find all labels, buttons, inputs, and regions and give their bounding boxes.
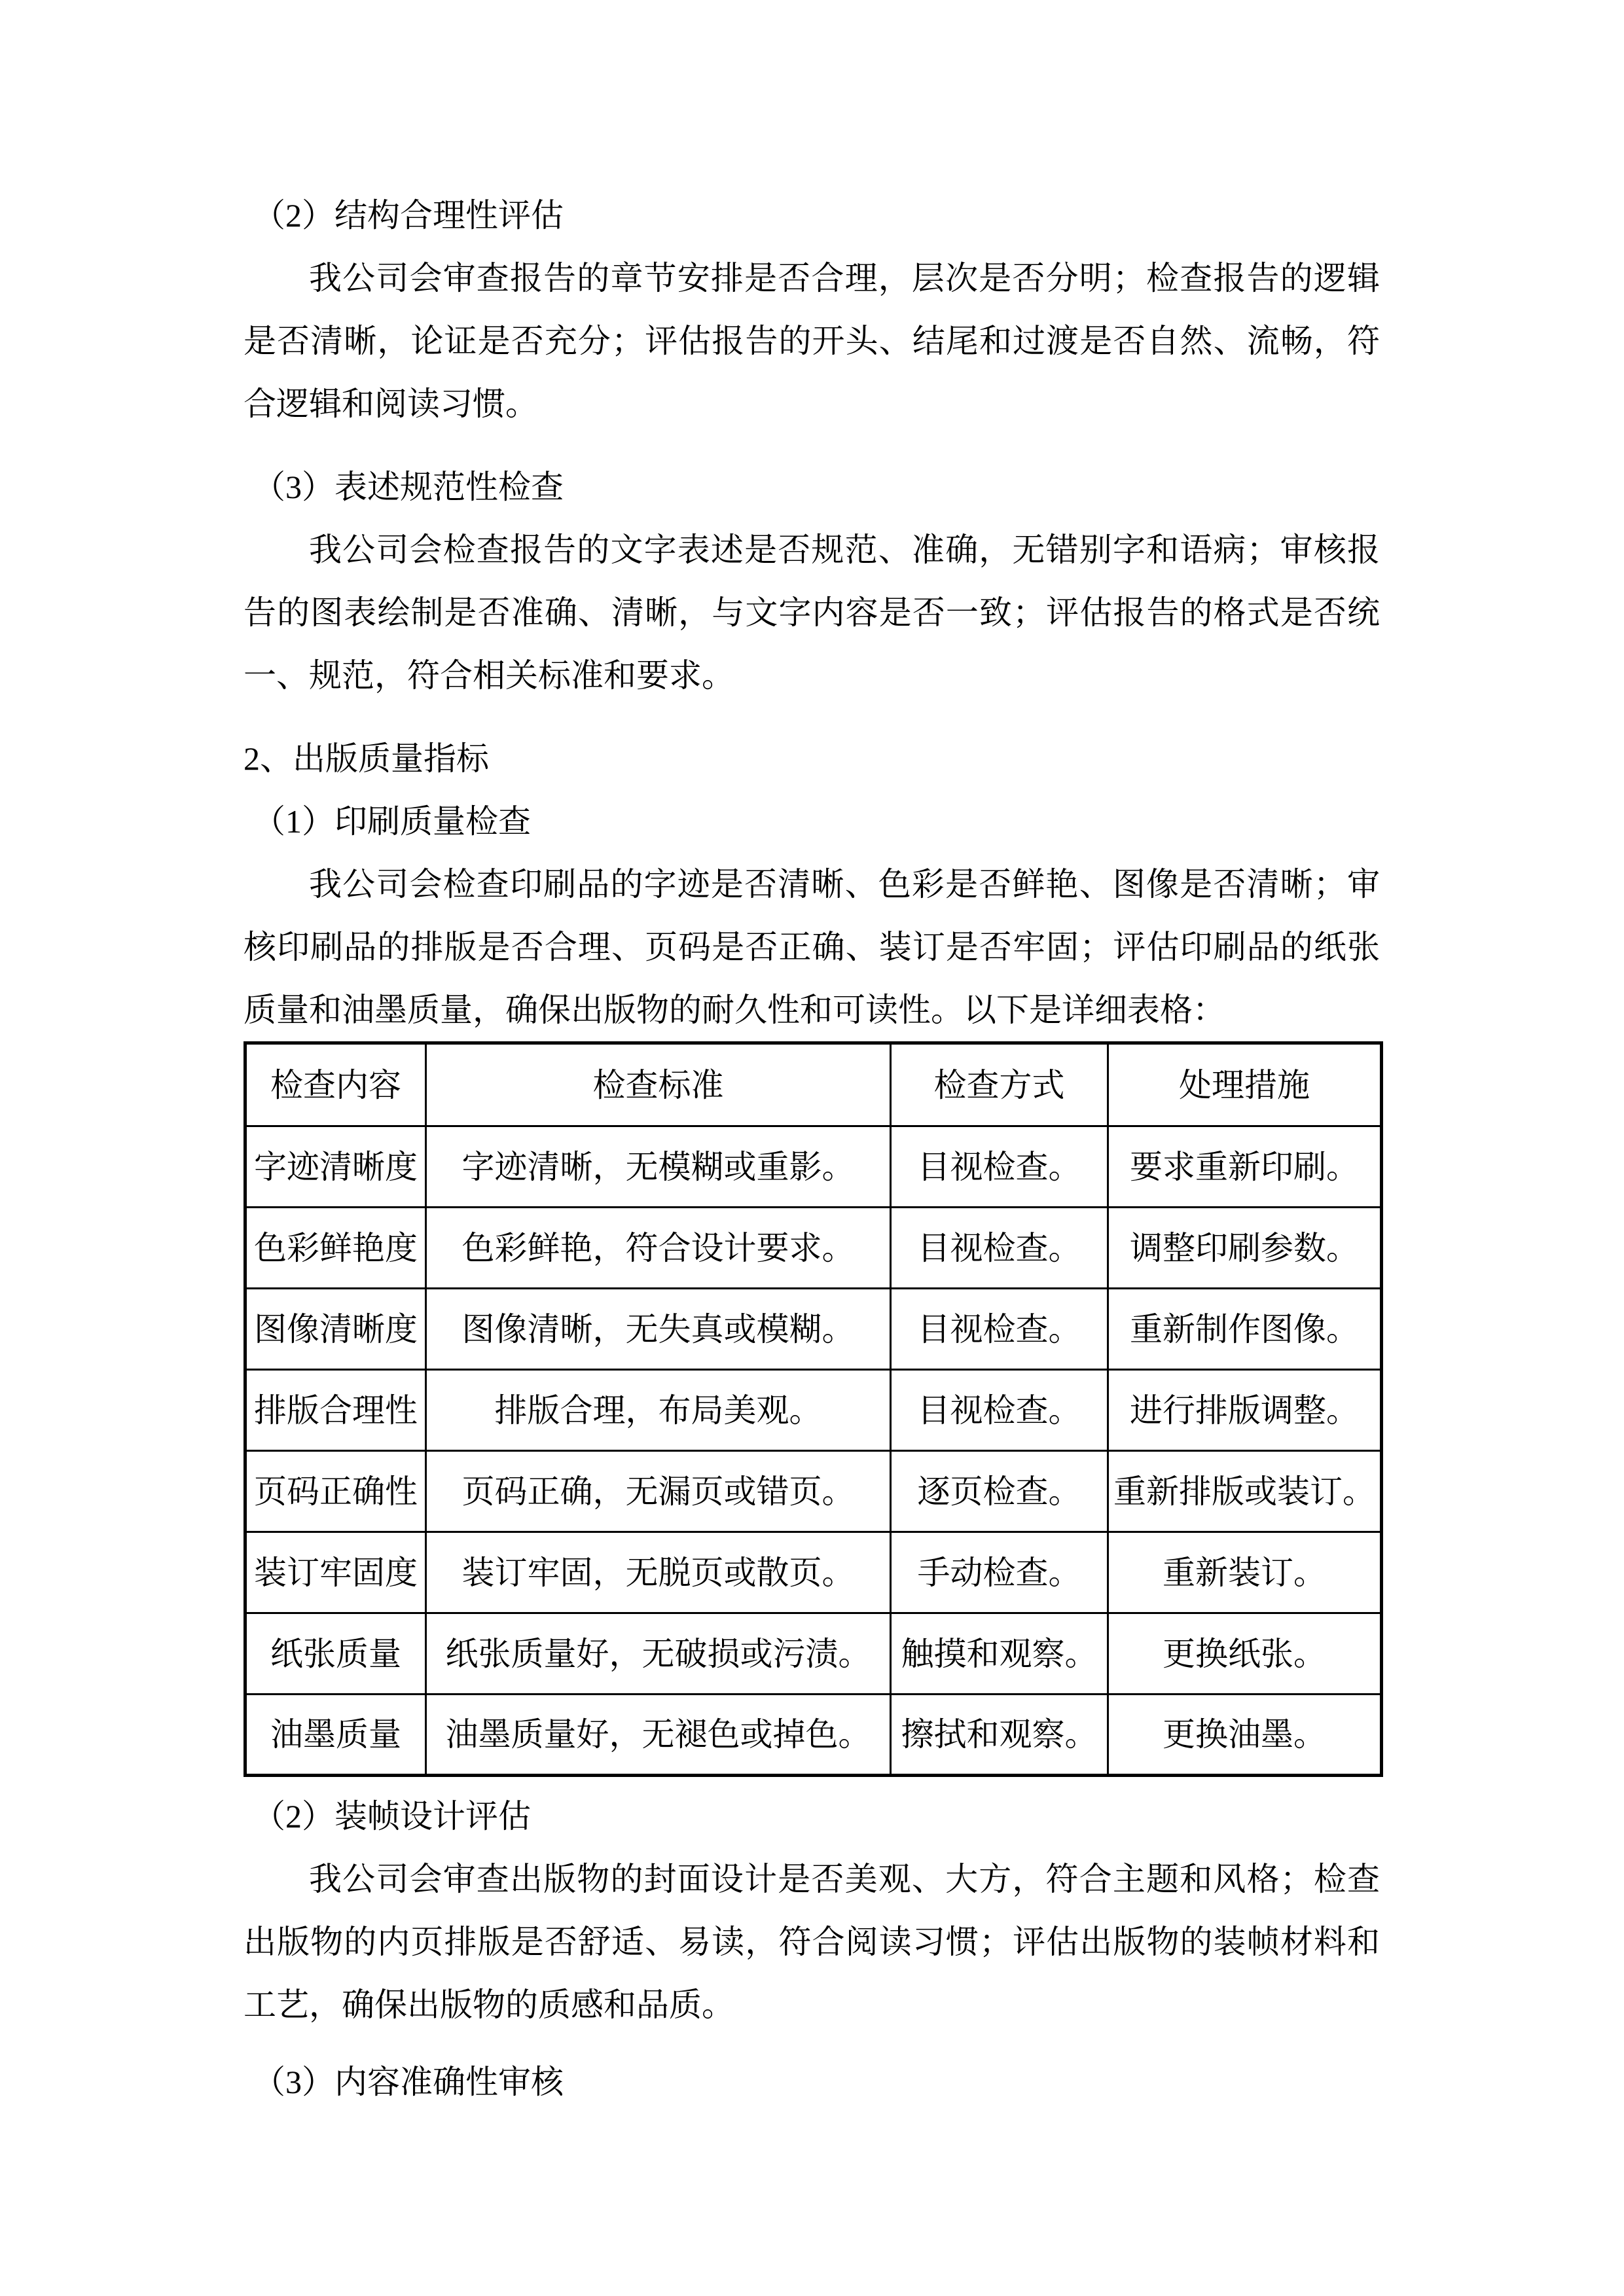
table-cell: 页码正确，无漏页或错页。 <box>426 1451 891 1532</box>
heading-print-quality-check: （1）印刷质量检查 <box>253 803 531 840</box>
table-cell: 要求重新印刷。 <box>1108 1126 1382 1208</box>
table-header-check-method: 检查方式 <box>891 1043 1108 1126</box>
table-cell: 触摸和观察。 <box>891 1613 1108 1695</box>
table-cell: 油墨质量好，无褪色或掉色。 <box>426 1695 891 1776</box>
heading-expression-check: （3）表述规范性检查 <box>253 469 564 505</box>
print-quality-table <box>244 1041 1383 1777</box>
table-cell: 逐页检查。 <box>891 1451 1108 1532</box>
table-cell: 重新制作图像。 <box>1108 1289 1382 1370</box>
heading-content-accuracy-review: （3）内容准确性审核 <box>253 2064 564 2100</box>
table-header-check-content: 检查内容 <box>245 1043 426 1126</box>
table-row <box>245 1695 1382 1776</box>
table-cell: 手动检查。 <box>891 1532 1108 1613</box>
table-row <box>245 1043 1382 1126</box>
table-cell: 重新排版或装订。 <box>1108 1451 1382 1532</box>
table-cell: 纸张质量好，无破损或污渍。 <box>426 1613 891 1695</box>
table-cell: 擦拭和观察。 <box>891 1695 1108 1776</box>
table-cell: 色彩鲜艳度 <box>245 1208 426 1289</box>
table-row <box>245 1208 1382 1289</box>
table-cell: 目视检查。 <box>891 1208 1108 1289</box>
table-header-handling-measure: 处理措施 <box>1108 1043 1382 1126</box>
paragraph-binding-design-evaluation: 我公司会审查出版物的封面设计是否美观、大方，符合主题和风格；检查出版物的内页排版是否舒适、易读，符合阅读习惯；评估出版物的装帧材料和工艺，确保出版物的质感和品质。 <box>244 1861 1380 2023</box>
table-header-row <box>245 1043 1382 1126</box>
table-row <box>245 1451 1382 1532</box>
table-cell: 排版合理，布局美观。 <box>426 1370 891 1451</box>
table-cell: 油墨质量 <box>245 1695 426 1776</box>
table-cell: 字迹清晰度 <box>245 1126 426 1208</box>
table-cell: 装订牢固，无脱页或散页。 <box>426 1532 891 1613</box>
table-cell: 装订牢固度 <box>245 1532 426 1613</box>
table-cell: 色彩鲜艳，符合设计要求。 <box>426 1208 891 1289</box>
heading-publish-quality-index: 2、出版质量指标 <box>244 740 489 777</box>
table-cell: 目视检查。 <box>891 1289 1108 1370</box>
heading-binding-design-evaluation: （2）装帧设计评估 <box>253 1798 531 1835</box>
table-row <box>245 1613 1382 1695</box>
table-cell: 纸张质量 <box>245 1613 426 1695</box>
table-cell: 目视检查。 <box>891 1126 1108 1208</box>
table-cell: 图像清晰，无失真或模糊。 <box>426 1289 891 1370</box>
heading-structure-evaluation: （2）结构合理性评估 <box>253 197 564 234</box>
table-cell: 目视检查。 <box>891 1370 1108 1451</box>
table-row <box>245 1126 1382 1208</box>
paragraph-print-quality-check: 我公司会检查印刷品的字迹是否清晰、色彩是否鲜艳、图像是否清晰；审核印刷品的排版是否合理、页码是否正确、装订是否牢固；评估印刷品的纸张质量和油墨质量，确保出版物的耐久性和可读性。以下是详细表格： <box>244 866 1380 1028</box>
table-cell: 更换纸张。 <box>1108 1613 1382 1695</box>
paragraph-expression-check: 我公司会检查报告的文字表述是否规范、准确，无错别字和语病；审核报告的图表绘制是否准确、清晰，与文字内容是否一致；评估报告的格式是否统一、规范，符合相关标准和要求。 <box>244 531 1380 694</box>
table-cell: 字迹清晰，无模糊或重影。 <box>426 1126 891 1208</box>
table-cell: 调整印刷参数。 <box>1108 1208 1382 1289</box>
table-cell: 重新装订。 <box>1108 1532 1382 1613</box>
table-row <box>245 1370 1382 1451</box>
table-row <box>245 1289 1382 1370</box>
table-cell: 排版合理性 <box>245 1370 426 1451</box>
table-row <box>245 1532 1382 1613</box>
table-cell: 更换油墨。 <box>1108 1695 1382 1776</box>
table-cell: 进行排版调整。 <box>1108 1370 1382 1451</box>
table-cell: 图像清晰度 <box>245 1289 426 1370</box>
table-header-check-standard: 检查标准 <box>426 1043 891 1126</box>
table-cell: 页码正确性 <box>245 1451 426 1532</box>
paragraph-structure-evaluation: 我公司会审查报告的章节安排是否合理，层次是否分明；检查报告的逻辑是否清晰，论证是否充分；评估报告的开头、结尾和过渡是否自然、流畅，符合逻辑和阅读习惯。 <box>244 260 1380 422</box>
